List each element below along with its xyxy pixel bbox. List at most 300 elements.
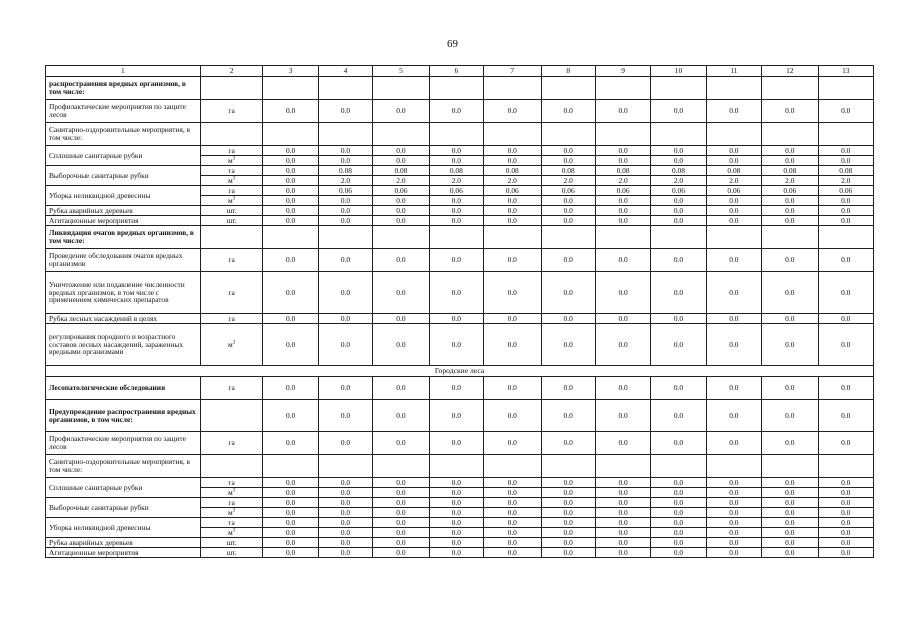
- unit-text: га: [228, 477, 235, 487]
- row-label: Предупреждение распространения вредных организмов, в том числе:: [46, 400, 201, 432]
- value-cell: 0.0: [484, 548, 541, 558]
- table-row: [46, 166, 874, 176]
- value-cell: 0.0: [595, 216, 650, 226]
- value-cell: 0.0: [263, 498, 318, 508]
- column-header: 12: [762, 66, 818, 77]
- value-cell: [263, 77, 318, 100]
- value-cell: 0.0: [429, 400, 483, 432]
- value-cell: 0.0: [484, 206, 541, 216]
- table-row: [46, 518, 874, 528]
- value-cell: [318, 226, 372, 249]
- value-cell: 0.06: [318, 186, 372, 196]
- value-cell: 0.0: [541, 324, 595, 366]
- value-cell: 0.0: [818, 488, 873, 498]
- value-cell: 0.0: [263, 186, 318, 196]
- value-cell: 0.0: [484, 488, 541, 498]
- value-cell: [595, 77, 650, 100]
- value-cell: 0.0: [263, 146, 318, 156]
- value-cell: [318, 77, 372, 100]
- value-cell: [484, 455, 541, 478]
- unit-text: га: [228, 497, 235, 507]
- value-cell: 0.0: [373, 528, 429, 538]
- column-header: 10: [651, 66, 706, 77]
- value-cell: 0.0: [651, 216, 706, 226]
- value-cell: [484, 77, 541, 100]
- unit-cell: [200, 123, 263, 146]
- value-cell: 0.0: [762, 518, 818, 528]
- value-cell: 0.0: [706, 400, 761, 432]
- value-cell: 0.0: [429, 249, 483, 272]
- value-cell: 0.0: [429, 538, 483, 548]
- value-cell: 0.0: [263, 528, 318, 538]
- value-cell: 0.0: [706, 508, 761, 518]
- value-cell: 0.0: [263, 156, 318, 166]
- value-cell: 0.0: [541, 400, 595, 432]
- value-cell: 0.08: [818, 166, 873, 176]
- value-cell: 0.0: [762, 548, 818, 558]
- value-cell: 0.0: [595, 206, 650, 216]
- value-cell: 0.0: [762, 100, 818, 123]
- value-cell: 0.0: [762, 156, 818, 166]
- value-cell: 0.0: [318, 146, 372, 156]
- table-row: [46, 100, 874, 123]
- value-cell: 0.0: [541, 216, 595, 226]
- table-row: [46, 498, 874, 508]
- table-row: [46, 272, 874, 314]
- value-cell: 0.08: [373, 166, 429, 176]
- value-cell: 0.0: [541, 249, 595, 272]
- value-cell: 0.0: [541, 508, 595, 518]
- value-cell: 0.0: [541, 538, 595, 548]
- value-cell: 0.0: [541, 548, 595, 558]
- value-cell: 0.0: [651, 498, 706, 508]
- unit-cell: [200, 100, 263, 123]
- column-header: 5: [373, 66, 429, 77]
- row-label: Лесопатологические обследования: [46, 377, 201, 400]
- value-cell: 0.0: [318, 478, 372, 488]
- value-cell: 0.0: [651, 196, 706, 206]
- value-cell: 2.0: [818, 176, 873, 186]
- unit-text: га: [228, 517, 235, 527]
- value-cell: 0.06: [706, 186, 761, 196]
- unit-cell: [200, 226, 263, 249]
- unit-cell: [200, 166, 263, 176]
- unit-cell: [200, 518, 263, 528]
- value-cell: [706, 455, 761, 478]
- value-cell: 0.0: [429, 488, 483, 498]
- value-cell: 0.0: [706, 146, 761, 156]
- value-cell: [762, 455, 818, 478]
- table-row: [46, 123, 874, 146]
- value-cell: [429, 455, 483, 478]
- value-cell: 0.0: [762, 528, 818, 538]
- value-cell: 0.0: [373, 518, 429, 528]
- value-cell: 0.0: [818, 324, 873, 366]
- value-cell: 0.06: [818, 186, 873, 196]
- value-cell: 0.0: [706, 377, 761, 400]
- value-cell: 0.0: [373, 488, 429, 498]
- unit-cell: [200, 528, 263, 538]
- value-cell: 0.0: [651, 518, 706, 528]
- value-cell: 0.0: [318, 538, 372, 548]
- value-cell: 0.0: [706, 324, 761, 366]
- value-cell: [484, 123, 541, 146]
- value-cell: 0.0: [706, 272, 761, 314]
- value-cell: 0.0: [373, 272, 429, 314]
- unit-cell: [200, 216, 263, 226]
- value-cell: 0.0: [595, 518, 650, 528]
- row-label: Уничтожение или подавление численности вредных организмов, в том числе с применением химических препаратов: [46, 272, 201, 314]
- value-cell: 0.0: [484, 314, 541, 324]
- value-cell: 0.0: [595, 508, 650, 518]
- unit-exponent: 3: [232, 528, 236, 534]
- value-cell: 0.0: [595, 156, 650, 166]
- value-cell: 0.0: [484, 508, 541, 518]
- value-cell: 0.0: [651, 508, 706, 518]
- value-cell: 0.0: [484, 196, 541, 206]
- value-cell: 2.0: [318, 176, 372, 186]
- unit-text: га: [228, 185, 235, 195]
- value-cell: 2.0: [706, 176, 761, 186]
- unit-text: га: [228, 287, 235, 297]
- value-cell: 0.0: [595, 100, 650, 123]
- unit-cell: [200, 548, 263, 558]
- value-cell: 0.0: [651, 156, 706, 166]
- value-cell: [706, 77, 761, 100]
- unit-cell: [200, 455, 263, 478]
- value-cell: 0.0: [651, 400, 706, 432]
- value-cell: 0.0: [762, 400, 818, 432]
- value-cell: 0.0: [429, 377, 483, 400]
- value-cell: 0.0: [818, 478, 873, 488]
- value-cell: [373, 77, 429, 100]
- value-cell: 0.0: [429, 518, 483, 528]
- value-cell: 0.08: [651, 166, 706, 176]
- value-cell: 0.0: [429, 548, 483, 558]
- unit-text: га: [228, 145, 235, 155]
- value-cell: 0.0: [263, 548, 318, 558]
- value-cell: 0.0: [651, 206, 706, 216]
- value-cell: 0.0: [263, 488, 318, 498]
- unit-text: шт.: [226, 215, 237, 225]
- value-cell: 0.0: [484, 146, 541, 156]
- value-cell: 0.0: [706, 196, 761, 206]
- value-cell: 0.0: [484, 324, 541, 366]
- value-cell: 0.0: [541, 377, 595, 400]
- unit-cell: [200, 249, 263, 272]
- unit-text: м: [227, 175, 233, 185]
- value-cell: [484, 226, 541, 249]
- value-cell: 0.0: [373, 314, 429, 324]
- value-cell: 0.0: [706, 478, 761, 488]
- unit-exponent: 3: [232, 176, 236, 182]
- value-cell: 2.0: [484, 176, 541, 186]
- value-cell: 0.0: [818, 100, 873, 123]
- value-cell: 0.0: [762, 488, 818, 498]
- value-cell: 0.0: [484, 272, 541, 314]
- value-cell: 0.0: [263, 166, 318, 176]
- unit-exponent: 3: [232, 340, 236, 346]
- value-cell: 0.0: [541, 196, 595, 206]
- value-cell: 0.0: [318, 508, 372, 518]
- value-cell: 0.0: [484, 100, 541, 123]
- value-cell: 0.0: [318, 432, 372, 455]
- value-cell: 0.0: [706, 528, 761, 538]
- table-row: [46, 216, 874, 226]
- value-cell: 0.0: [541, 156, 595, 166]
- value-cell: 0.0: [595, 498, 650, 508]
- value-cell: 0.0: [484, 518, 541, 528]
- value-cell: 0.0: [263, 324, 318, 366]
- value-cell: 0.0: [429, 216, 483, 226]
- unit-text: м: [227, 507, 233, 517]
- value-cell: 0.0: [818, 548, 873, 558]
- unit-cell: [200, 432, 263, 455]
- value-cell: 0.0: [373, 324, 429, 366]
- value-cell: 0.0: [541, 432, 595, 455]
- value-cell: [373, 123, 429, 146]
- value-cell: 0.0: [373, 100, 429, 123]
- value-cell: 0.0: [818, 272, 873, 314]
- unit-cell: [200, 206, 263, 216]
- value-cell: [818, 77, 873, 100]
- row-label: Профилактические мероприятия по защите лесов: [46, 100, 201, 123]
- unit-text: га: [228, 165, 235, 175]
- unit-cell: [200, 498, 263, 508]
- unit-cell: [200, 538, 263, 548]
- column-header: 11: [706, 66, 761, 77]
- value-cell: 0.0: [263, 400, 318, 432]
- value-cell: 0.0: [263, 176, 318, 186]
- unit-exponent: 3: [232, 156, 236, 162]
- column-header: 9: [595, 66, 650, 77]
- value-cell: 0.06: [595, 186, 650, 196]
- unit-exponent: 3: [232, 488, 236, 494]
- row-label: Проведение обследования очагов вредных организмов: [46, 249, 201, 272]
- column-header-row: [46, 66, 874, 77]
- value-cell: [429, 77, 483, 100]
- table-row: [46, 146, 874, 156]
- value-cell: 0.0: [429, 272, 483, 314]
- value-cell: 0.0: [818, 249, 873, 272]
- value-cell: 0.0: [595, 146, 650, 156]
- unit-cell: [200, 508, 263, 518]
- unit-cell: [200, 176, 263, 186]
- value-cell: 0.0: [263, 196, 318, 206]
- unit-text: га: [228, 383, 235, 392]
- value-cell: 0.0: [818, 538, 873, 548]
- value-cell: 0.0: [373, 146, 429, 156]
- value-cell: 0.0: [762, 377, 818, 400]
- value-cell: 0.0: [429, 146, 483, 156]
- value-cell: 0.0: [762, 272, 818, 314]
- value-cell: 0.0: [651, 377, 706, 400]
- value-cell: 0.0: [373, 478, 429, 488]
- value-cell: 0.0: [541, 100, 595, 123]
- column-header: 1: [46, 66, 201, 77]
- row-label: Уборка неликвидной древесины: [46, 186, 201, 206]
- value-cell: 0.08: [595, 166, 650, 176]
- value-cell: [429, 123, 483, 146]
- value-cell: 0.0: [595, 400, 650, 432]
- value-cell: 0.0: [651, 538, 706, 548]
- value-cell: 0.0: [706, 216, 761, 226]
- value-cell: 0.0: [541, 528, 595, 538]
- value-cell: 0.0: [541, 488, 595, 498]
- value-cell: 0.0: [818, 156, 873, 166]
- value-cell: 0.0: [484, 528, 541, 538]
- unit-text: га: [228, 106, 235, 115]
- value-cell: 0.0: [818, 377, 873, 400]
- value-cell: 0.0: [541, 518, 595, 528]
- value-cell: 0.0: [484, 400, 541, 432]
- unit-cell: [200, 400, 263, 432]
- value-cell: 0.0: [429, 478, 483, 488]
- unit-cell: [200, 196, 263, 206]
- unit-text: га: [228, 438, 235, 447]
- unit-cell: [200, 478, 263, 488]
- unit-text: м: [227, 527, 233, 537]
- value-cell: 0.0: [541, 146, 595, 156]
- value-cell: [595, 455, 650, 478]
- value-cell: 0.0: [318, 498, 372, 508]
- value-cell: 0.0: [429, 508, 483, 518]
- unit-text: м: [227, 487, 233, 497]
- value-cell: 0.0: [595, 528, 650, 538]
- value-cell: 0.0: [651, 478, 706, 488]
- table-row: [46, 226, 874, 249]
- value-cell: 0.0: [318, 528, 372, 538]
- value-cell: [541, 455, 595, 478]
- value-cell: 0.0: [762, 196, 818, 206]
- row-label: Рубка аварийных деревьев: [46, 206, 201, 216]
- value-cell: [651, 455, 706, 478]
- value-cell: 0.06: [429, 186, 483, 196]
- unit-text: шт.: [226, 205, 237, 215]
- value-cell: 0.0: [318, 100, 372, 123]
- value-cell: 0.0: [818, 400, 873, 432]
- value-cell: 0.0: [318, 400, 372, 432]
- row-label: Уборка неликвидной древесины: [46, 518, 201, 538]
- unit-text: га: [228, 255, 235, 264]
- value-cell: [706, 123, 761, 146]
- value-cell: 0.08: [318, 166, 372, 176]
- section-title: Городские леса: [46, 366, 874, 377]
- value-cell: 0.0: [706, 156, 761, 166]
- value-cell: [651, 77, 706, 100]
- value-cell: 0.06: [541, 186, 595, 196]
- value-cell: 0.0: [263, 508, 318, 518]
- value-cell: 0.0: [484, 249, 541, 272]
- row-label: Выборочные санитарные рубки: [46, 166, 201, 186]
- unit-cell: [200, 156, 263, 166]
- value-cell: 0.0: [595, 324, 650, 366]
- value-cell: 0.0: [263, 100, 318, 123]
- column-header: 8: [541, 66, 595, 77]
- unit-text: га: [228, 313, 235, 323]
- value-cell: 0.0: [818, 508, 873, 518]
- value-cell: [263, 123, 318, 146]
- table-row: [46, 314, 874, 324]
- value-cell: [373, 226, 429, 249]
- value-cell: 0.0: [484, 156, 541, 166]
- value-cell: 0.0: [706, 498, 761, 508]
- value-cell: 0.08: [541, 166, 595, 176]
- value-cell: 0.0: [263, 377, 318, 400]
- value-cell: 0.0: [706, 249, 761, 272]
- value-cell: 2.0: [541, 176, 595, 186]
- value-cell: 0.0: [373, 156, 429, 166]
- value-cell: [818, 123, 873, 146]
- unit-cell: [200, 272, 263, 314]
- value-cell: 0.0: [429, 498, 483, 508]
- value-cell: 0.0: [651, 100, 706, 123]
- value-cell: 0.0: [818, 528, 873, 538]
- value-cell: 0.0: [318, 196, 372, 206]
- value-cell: 0.0: [318, 314, 372, 324]
- value-cell: 0.0: [541, 206, 595, 216]
- value-cell: 0.0: [595, 249, 650, 272]
- value-cell: 0.0: [818, 196, 873, 206]
- value-cell: 0.0: [706, 314, 761, 324]
- value-cell: 0.0: [595, 272, 650, 314]
- value-cell: [706, 226, 761, 249]
- value-cell: 0.0: [762, 538, 818, 548]
- value-cell: 0.0: [373, 206, 429, 216]
- value-cell: 0.0: [762, 146, 818, 156]
- table-row: [46, 455, 874, 478]
- value-cell: 0.0: [818, 146, 873, 156]
- table-row: [46, 432, 874, 455]
- column-header: 3: [263, 66, 318, 77]
- value-cell: 0.0: [318, 249, 372, 272]
- value-cell: 0.08: [484, 166, 541, 176]
- value-cell: 0.0: [484, 498, 541, 508]
- row-label: Санитарно-оздоровительные мероприятия, в том числе:: [46, 123, 201, 146]
- value-cell: 0.0: [373, 538, 429, 548]
- value-cell: 0.0: [263, 216, 318, 226]
- unit-cell: [200, 186, 263, 196]
- value-cell: 0.0: [263, 432, 318, 455]
- value-cell: 0.06: [651, 186, 706, 196]
- value-cell: 0.0: [541, 272, 595, 314]
- value-cell: 0.0: [484, 432, 541, 455]
- unit-text: м: [227, 195, 233, 205]
- value-cell: 0.0: [484, 216, 541, 226]
- unit-exponent: 3: [232, 196, 236, 202]
- value-cell: 0.0: [762, 324, 818, 366]
- value-cell: 0.0: [762, 249, 818, 272]
- value-cell: 0.0: [706, 538, 761, 548]
- value-cell: 0.0: [595, 196, 650, 206]
- table-row: [46, 538, 874, 548]
- value-cell: [263, 226, 318, 249]
- value-cell: 0.0: [651, 272, 706, 314]
- value-cell: 0.0: [318, 324, 372, 366]
- unit-cell: [200, 324, 263, 366]
- value-cell: 0.0: [595, 432, 650, 455]
- value-cell: 0.0: [263, 478, 318, 488]
- value-cell: [263, 455, 318, 478]
- value-cell: 0.0: [484, 377, 541, 400]
- section-row: [46, 366, 874, 377]
- unit-text: шт.: [226, 547, 237, 557]
- value-cell: 0.0: [651, 249, 706, 272]
- value-cell: 2.0: [373, 176, 429, 186]
- unit-cell: [200, 314, 263, 324]
- table-row: [46, 548, 874, 558]
- value-cell: 0.0: [373, 548, 429, 558]
